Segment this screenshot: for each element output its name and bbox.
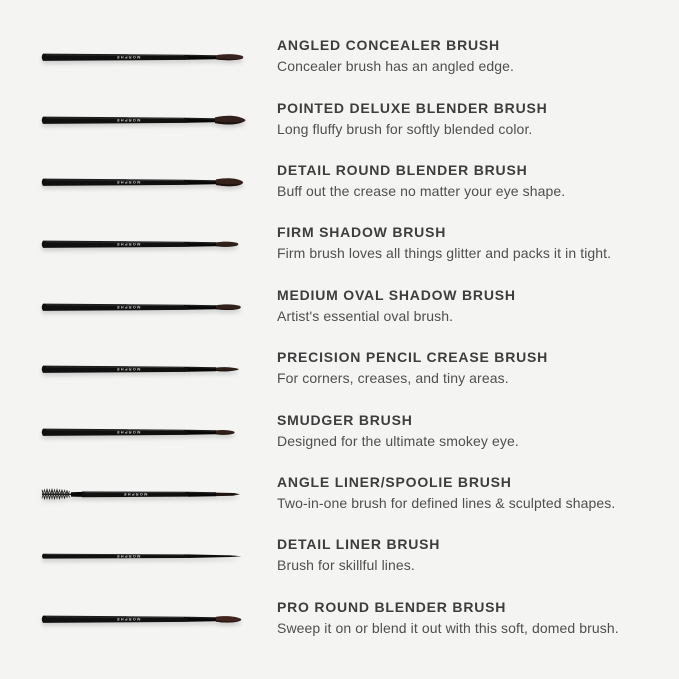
brush-row xyxy=(0,588,679,650)
brush-description: Buff out the crease no matter your eye shape. xyxy=(277,182,566,199)
firm-shadow-brush-icon xyxy=(38,233,248,255)
brush-description: Artist's essential oval brush. xyxy=(277,307,454,324)
brush-title: DETAIL ROUND BLENDER BRUSH xyxy=(277,161,528,178)
brush-description: Firm brush loves all things glitter and packs it in tight. xyxy=(277,245,612,262)
brush-description: Two-in-one brush for defined lines & sculpted shapes. xyxy=(277,494,616,511)
brush-description: Concealer brush has an angled edge. xyxy=(277,58,515,75)
detail-liner-brush-icon xyxy=(38,545,248,567)
brush-row xyxy=(0,276,679,338)
brand-logo: MORPHE xyxy=(115,242,141,248)
brush-title: FIRM SHADOW BRUSH xyxy=(277,224,447,241)
brush-description: Brush for skillful lines. xyxy=(277,557,415,574)
brand-logo: MORPHE xyxy=(115,117,141,123)
brush-title: MEDIUM OVAL SHADOW BRUSH xyxy=(277,286,516,303)
brand-logo: MORPHE xyxy=(115,616,141,622)
pointed-deluxe-blender-brush-icon xyxy=(38,109,248,131)
brand-logo: MORPHE xyxy=(115,304,141,310)
detail-round-blender-brush-icon xyxy=(38,171,248,193)
smudger-brush-icon xyxy=(38,421,248,443)
precision-pencil-crease-brush-icon xyxy=(38,358,248,380)
brush-row xyxy=(0,213,679,275)
brush-row xyxy=(0,525,679,587)
brush-row xyxy=(0,463,679,525)
brush-title: PRECISION PENCIL CREASE BRUSH xyxy=(277,349,549,366)
brush-row xyxy=(0,88,679,150)
brush-title: DETAIL LINER BRUSH xyxy=(277,536,441,553)
brush-title: ANGLE LINER/SPOOLIE BRUSH xyxy=(277,473,512,490)
brand-logo: MORPHE xyxy=(115,55,141,61)
pro-round-blender-brush-icon xyxy=(38,608,248,630)
brush-title: PRO ROUND BLENDER BRUSH xyxy=(277,598,507,615)
brush-description: Designed for the ultimate smokey eye. xyxy=(277,432,519,449)
brush-description: Sweep it on or blend it out with this soft, domed brush. xyxy=(277,619,619,636)
brush-description: For corners, creases, and tiny areas. xyxy=(277,370,509,387)
brush-row xyxy=(0,400,679,462)
medium-oval-shadow-brush-icon xyxy=(38,296,248,318)
angle-liner-spoolie-brush-icon xyxy=(38,483,248,505)
brush-description: Long fluffy brush for softly blended color. xyxy=(277,120,533,137)
brush-row xyxy=(0,26,679,88)
brush-title: ANGLED CONCEALER BRUSH xyxy=(277,37,500,54)
brush-title: SMUDGER BRUSH xyxy=(277,411,413,428)
angled-concealer-brush-icon xyxy=(38,46,248,68)
brand-logo: MORPHE xyxy=(115,179,141,185)
brush-row xyxy=(0,338,679,400)
brand-logo: MORPHE xyxy=(115,429,141,435)
brush-title: POINTED DELUXE BLENDER BRUSH xyxy=(277,99,548,116)
brand-logo: MORPHE xyxy=(115,367,141,373)
brand-logo: MORPHE xyxy=(115,554,141,560)
brand-logo: MORPHE xyxy=(122,491,148,497)
brush-row xyxy=(0,151,679,213)
